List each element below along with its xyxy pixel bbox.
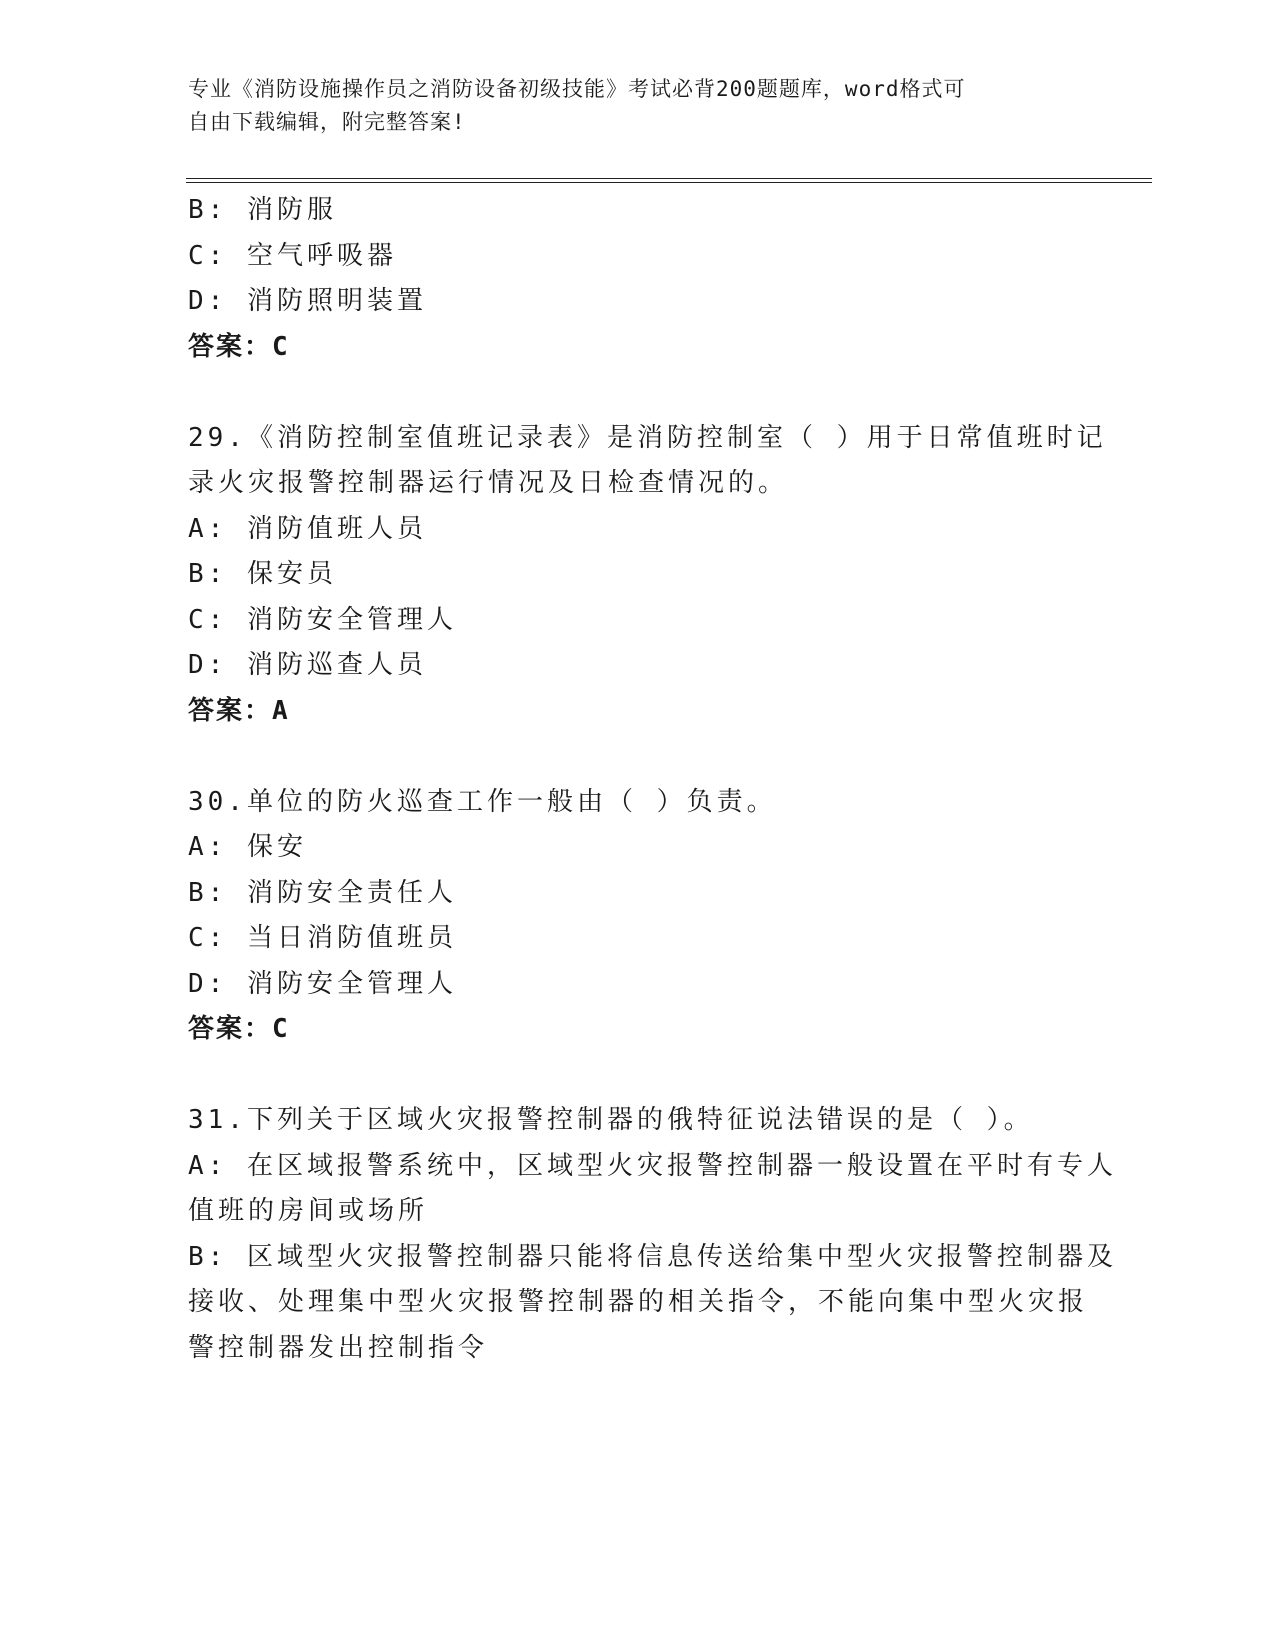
question-31 bbox=[188, 1098, 1117, 1371]
document-body bbox=[188, 188, 1117, 1371]
question-28-tail bbox=[188, 188, 1088, 370]
option-c: C: 消防安全管理人 bbox=[188, 604, 457, 635]
header-line-2: 自由下载编辑，附完整答案! bbox=[188, 110, 466, 134]
question-stem-cont: 录火灾报警控制器运行情况及日检查情况的。 bbox=[188, 468, 789, 498]
header-divider bbox=[186, 178, 1152, 183]
question-stem: 29.《消防控制室值班记录表》是消防控制室（ ）用于日常值班时记 bbox=[188, 422, 1107, 453]
answer: 答案：C bbox=[188, 331, 290, 362]
option-b: B: 区域型火灾报警控制器只能将信息传送给集中型火灾报警控制器及 bbox=[188, 1241, 1117, 1272]
question-30 bbox=[188, 780, 1088, 1053]
option-a: A: 消防值班人员 bbox=[188, 513, 427, 544]
option-b-cont: 警控制器发出控制指令 bbox=[188, 1332, 489, 1363]
option-a: A: 保安 bbox=[188, 832, 307, 862]
option-b: B: 消防服 bbox=[188, 195, 337, 225]
option-a-cont: 值班的房间或场所 bbox=[188, 1196, 429, 1226]
answer: 答案：A bbox=[188, 695, 290, 726]
answer: 答案：C bbox=[188, 1014, 290, 1044]
option-d: D: 消防安全管理人 bbox=[188, 968, 457, 999]
spacer bbox=[188, 734, 1088, 780]
spacer bbox=[188, 1053, 1088, 1099]
option-b: B: 消防安全责任人 bbox=[188, 877, 457, 908]
option-c: C: 空气呼吸器 bbox=[188, 240, 397, 271]
option-b: B: 保安员 bbox=[188, 559, 337, 589]
option-b-cont: 接收、处理集中型火灾报警控制器的相关指令，不能向集中型火灾报 bbox=[188, 1287, 1089, 1317]
spacer bbox=[188, 370, 1088, 416]
question-29 bbox=[188, 416, 1107, 735]
header-line-1: 专业《消防设施操作员之消防设备初级技能》考试必背200题题库，word格式可 bbox=[188, 77, 966, 101]
option-a: A: 在区域报警系统中，区域型火灾报警控制器一般设置在平时有专人 bbox=[188, 1150, 1117, 1181]
option-d: D: 消防照明装置 bbox=[188, 286, 427, 316]
page-header bbox=[188, 73, 1068, 139]
option-d: D: 消防巡查人员 bbox=[188, 650, 427, 680]
question-stem: 30.单位的防火巡查工作一般由（ ）负责。 bbox=[188, 786, 777, 817]
question-stem: 31.下列关于区域火灾报警控制器的俄特征说法错误的是（ ）。 bbox=[188, 1105, 1034, 1135]
option-c: C: 当日消防值班员 bbox=[188, 923, 457, 953]
